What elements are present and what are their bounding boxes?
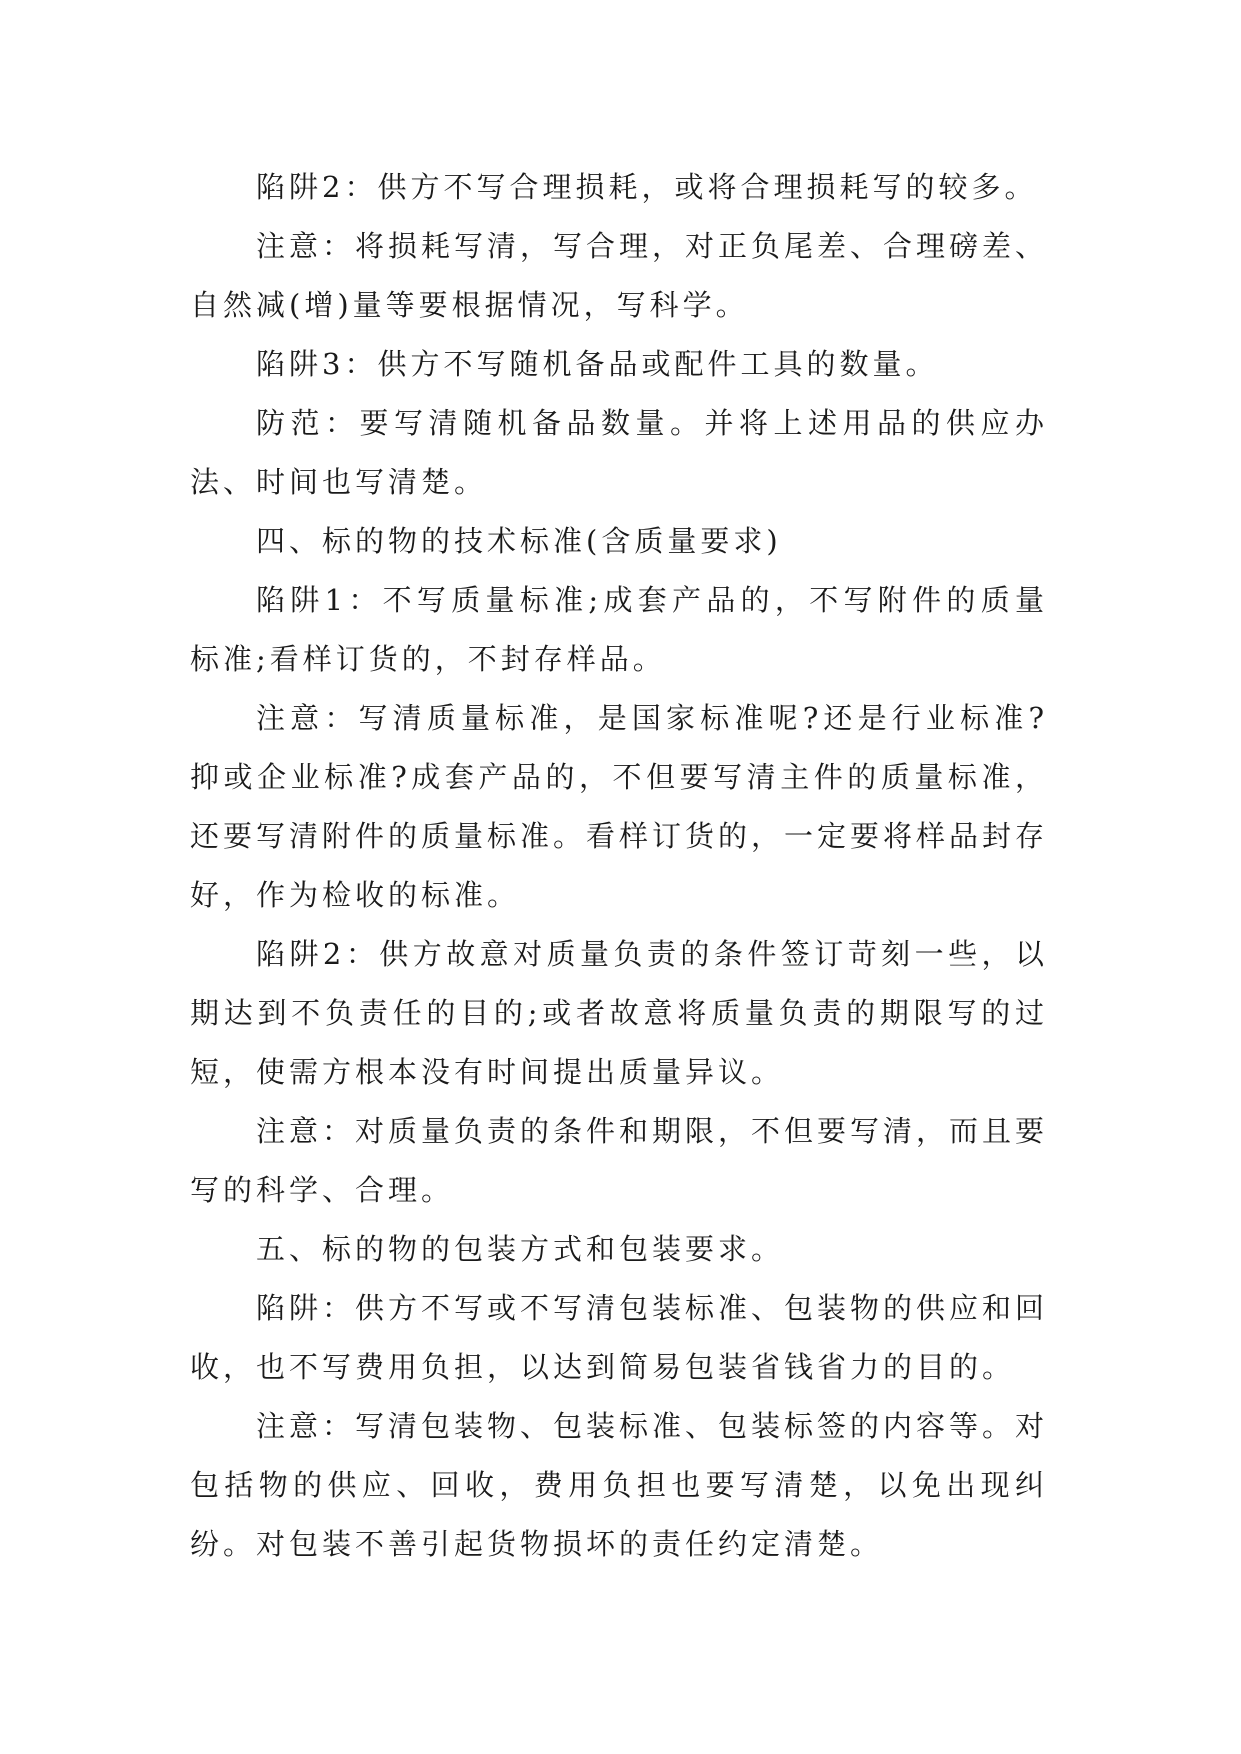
paragraph-note-quality: 注意：写清质量标准，是国家标准呢?还是行业标准?抑或企业标准?成套产品的，不但要写清主件的质量标准，还要写清附件的质量标准。看样订货的，一定要将样品封存好，作为检收的标准。: [190, 701, 1049, 912]
paragraph-note-loss: 注意：将损耗写清，写合理，对正负尾差、合理磅差、自然减(增)量等要根据情况，写科学。: [190, 229, 1049, 322]
paragraph-trap-2-quality: 陷阱2：供方故意对质量负责的条件签订苛刻一些，以期达到不负责任的目的;或者故意将质量负责的期限写的过短，使需方根本没有时间提出质量异议。: [190, 937, 1048, 1089]
section-heading-technical-standard: 四、标的物的技术标准(含质量要求): [256, 524, 782, 558]
paragraph-trap-3-spares: 陷阱3：供方不写随机备品或配件工具的数量。: [256, 347, 939, 381]
document-body: [190, 158, 1048, 1574]
section-heading-packaging: 五、标的物的包装方式和包装要求。: [256, 1232, 785, 1266]
paragraph-note-quality-terms: 注意：对质量负责的条件和期限，不但要写清，而且要写的科学、合理。: [190, 1114, 1049, 1207]
paragraph-trap-packaging: 陷阱：供方不写或不写清包装标准、包装物的供应和回收，也不写费用负担，以达到简易包装省钱省力的目的。: [190, 1291, 1049, 1384]
paragraph-trap-1-quality: 陷阱1：不写质量标准;成套产品的，不写附件的质量标准;看样订货的，不封存样品。: [190, 583, 1048, 676]
paragraph-prevention-spares: 防范：要写清随机备品数量。并将上述用品的供应办法、时间也写清楚。: [190, 406, 1048, 499]
paragraph-trap-2-loss: 陷阱2：供方不写合理损耗，或将合理损耗写的较多。: [256, 170, 1038, 204]
paragraph-note-packaging: 注意：写清包装物、包装标准、包装标签的内容等。对包括物的供应、回收，费用负担也要写清楚，以免出现纠纷。对包装不善引起货物损坏的责任约定清楚。: [190, 1409, 1049, 1561]
